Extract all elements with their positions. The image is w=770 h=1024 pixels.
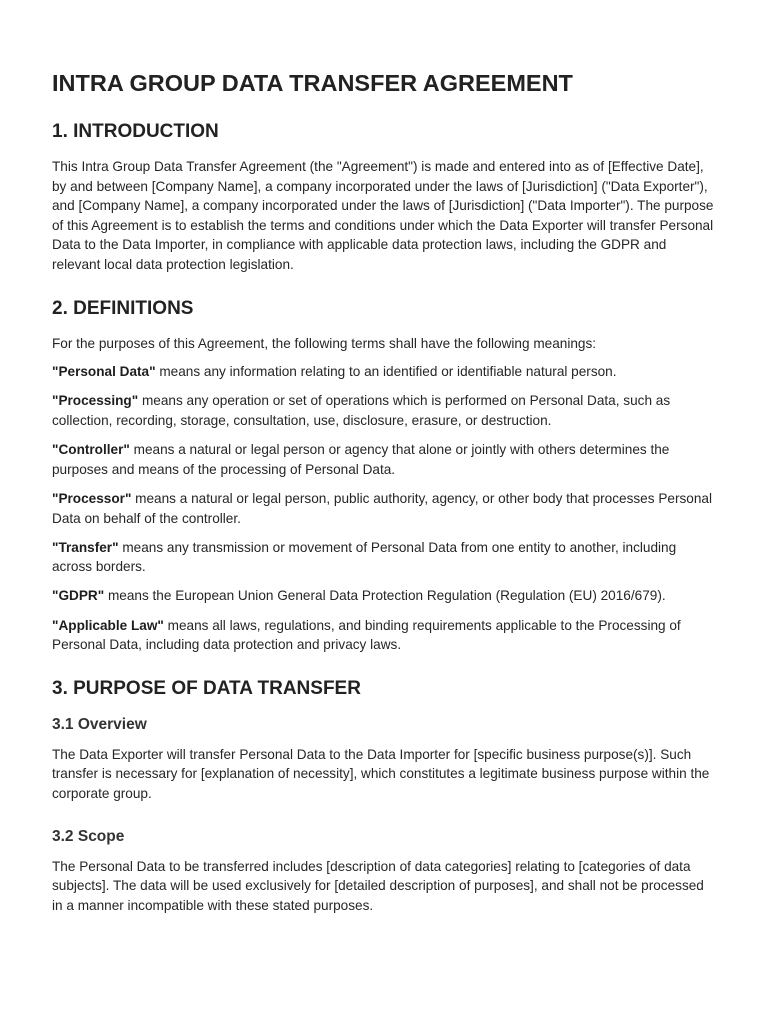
definition-term: "Transfer" xyxy=(52,539,119,555)
definition-controller xyxy=(52,440,718,479)
definition-text: means the European Union General Data Protection Regulation (Regulation (EU) 2016/679). xyxy=(104,588,666,604)
definition-text: means any transmission or movement of Personal Data from one entity to another, including across borders. xyxy=(52,539,677,575)
definition-processing xyxy=(52,391,718,430)
definition-personal-data xyxy=(52,362,718,382)
definition-text: means a natural or legal person, public authority, agency, or other body that processes Personal Data on behalf of the controller. xyxy=(52,490,712,526)
definition-text: means any information relating to an identified or identifiable natural person. xyxy=(155,364,617,380)
definitions-intro: For the purposes of this Agreement, the following terms shall have the following meanings: xyxy=(52,335,597,351)
definition-text: means all laws, regulations, and binding requirements applicable to the Processing of Personal Data, including data protection and privacy laws. xyxy=(52,617,681,653)
definition-gdpr xyxy=(52,586,718,606)
section-heading-purpose: 3. PURPOSE OF DATA TRANSFER xyxy=(52,677,361,699)
definition-transfer xyxy=(52,538,718,577)
section-heading-definitions: 2. DEFINITIONS xyxy=(52,297,194,319)
subsection-heading-scope: 3.2 Scope xyxy=(52,827,125,845)
section-heading-introduction: 1. INTRODUCTION xyxy=(52,121,219,142)
definition-processor xyxy=(52,489,718,528)
definition-text: means a natural or legal person or agency that alone or jointly with others determines the purposes and means of the processing of Personal Data. xyxy=(52,442,670,477)
definition-term: "Applicable Law" xyxy=(52,617,164,633)
definition-term: "Controller" xyxy=(52,442,130,458)
section-introduction xyxy=(52,121,718,275)
subsection-overview xyxy=(52,716,718,804)
scope-paragraph: The Personal Data to be transferred includes [description of data categories] relating to [categories of data subjects]. The data will be used exclusively for [detailed description of purposes], and shall not be processed in a manner incompatible with these stated purposes. xyxy=(52,858,704,913)
overview-paragraph: The Data Exporter will transfer Personal Data to the Data Importer for [specific business purpose(s)]. Such transfer is necessary for [explanation of necessity], which constitutes a legitimate business purpose within the corporate group. xyxy=(52,746,710,802)
definition-term: "Personal Data" xyxy=(52,364,156,380)
section-purpose xyxy=(52,678,718,916)
definition-term: "Processor" xyxy=(52,490,132,506)
definition-term: "Processing" xyxy=(52,393,139,409)
subsection-scope xyxy=(52,828,718,916)
section-definitions xyxy=(52,298,718,655)
definition-applicable-law xyxy=(52,616,718,655)
document-title: INTRA GROUP DATA TRANSFER AGREEMENT xyxy=(52,70,573,96)
introduction-paragraph: This Intra Group Data Transfer Agreement (the "Agreement") is made and entered into as of [Effective Date], by and between [Company Name], a company incorporated under the laws of [Jurisdiction] ("Data Exporter"), and [Company Name], a company incorporated under the laws of [Jurisdiction] ("Data Importer"). The purpose of this Agreement is to establish the terms and conditions under which the Data Exporter will transfer Personal Data to the Data Importer, in compliance with applicable data protection laws, including the GDPR and relevant local data protection legislation. xyxy=(52,159,714,272)
definition-term: "GDPR" xyxy=(52,588,105,604)
subsection-heading-overview: 3.1 Overview xyxy=(52,715,147,733)
definition-text: means any operation or set of operations which is performed on Personal Data, such as collection, recording, storage, consultation, use, disclosure, erasure, or destruction. xyxy=(52,393,671,428)
